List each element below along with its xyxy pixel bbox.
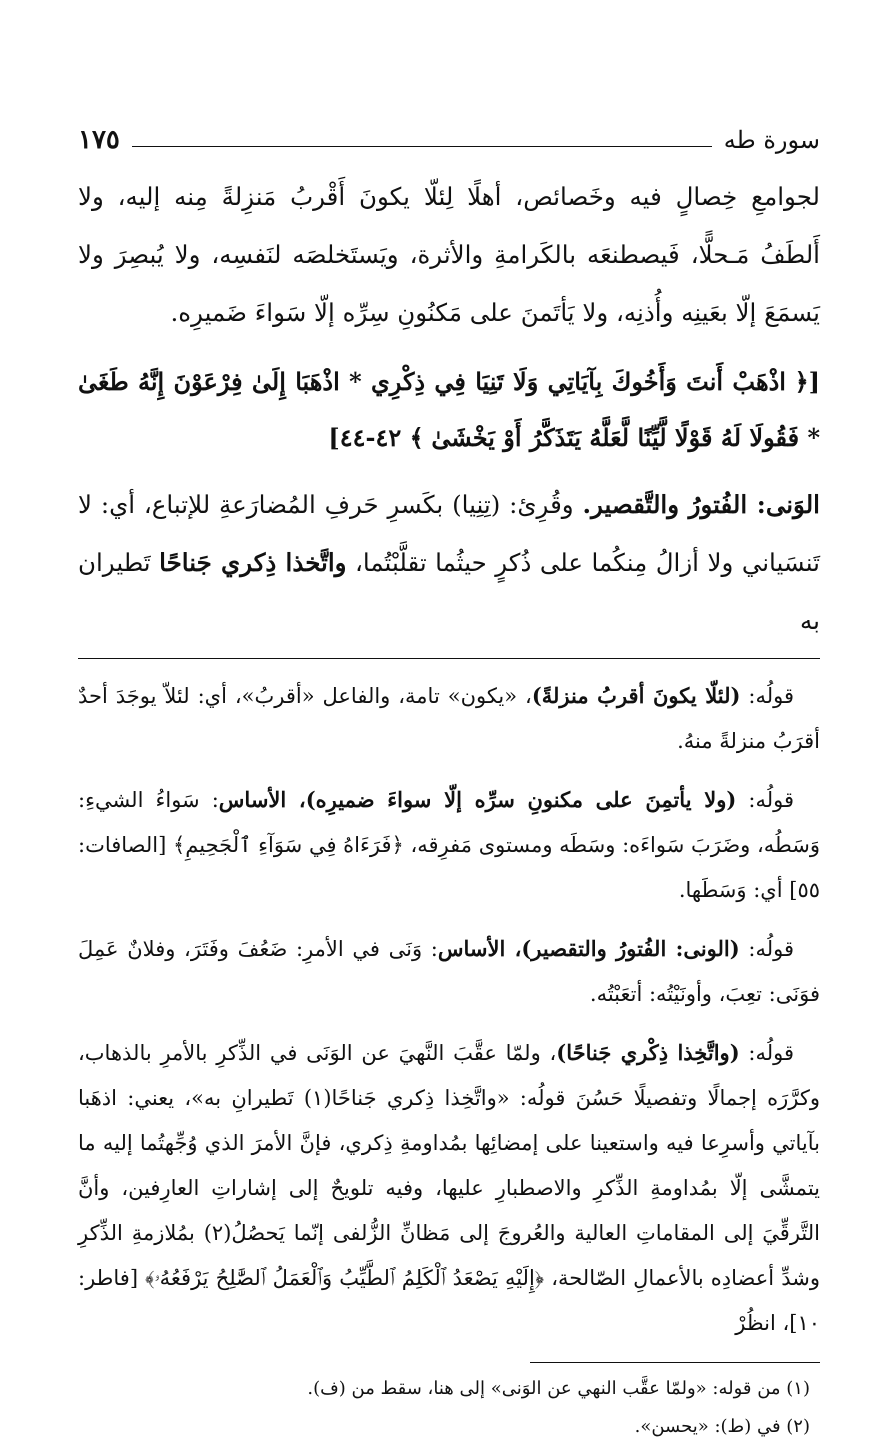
footnote-1: (١) من قوله: «ولمّا عقَّب النهي عن الوَنى» إلى هنا، سقط من (ف). [307,1378,810,1399]
note-body: : سَواءُ الشيءِ: وَسَطُه، وضَرَبَ سَواءَه: وسَطَه ومستوى مَفرِقه، ﴿فَرَءَاهُ فِي سَوَآءِ ٱلْجَحِيمِ﴾ [الصافات: ٥٥] أي: وَسَطَها. [78,788,820,902]
running-header [78,118,820,162]
verse-reference: ﴾ ٤٢-٤٤] [328,423,424,452]
commentary-divider [78,658,820,659]
footnotes [78,1373,820,1443]
verse-text: اذْهَبْ أَنتَ وَأَخُوكَ بِآيَاتِي وَلَا تَنِيَا فِي ذِكْرِي * اذْهَبَا إِلَىٰ فِرْعَوْنَ إِنَّهُ طَغَىٰ * فَقُولَا لَهُ قَوْلًا لَّيِّنًا لَّعَلَّهُ يَتَذَكَّرُ أَوْ يَخْشَىٰ [78,367,820,452]
note-intro: قولُه: [740,684,795,708]
commentary-note [78,926,820,1017]
note-intro: قولُه: [739,937,794,961]
note-body: ، «يكون» تامة، والفاعل «أقربُ»، أي: لئلاّ يوجَدَ أحدٌ أقرَبُ منزلةً منهُ. [78,684,820,753]
note-quote: (ولا يأتمِنَ على مكنونِ سرِّه إلّا سواءَ ضميرِه) [305,787,737,812]
main-text [78,168,820,650]
commentary-note [78,777,820,913]
footnote-2: (٢) في (ط): «يحسن». [634,1416,810,1437]
paragraph-2-bold: واتَّخذا ذِكري جَناحًا [159,548,347,577]
verse-open-bracket: [﴿ [794,367,820,396]
surah-title: سورة طه [723,126,820,154]
page-number: ١٧٥ [78,125,120,155]
footnote-divider [530,1362,820,1363]
note-quote: (واتَّخِذا ذِكْري جَناحًا) [556,1040,740,1065]
commentary [78,673,820,1346]
quran-verse [78,354,820,466]
main-paragraph-1: لجوامعِ خِصالٍ فيه وخَصائص، أهلًا لِئلّا يكونَ أَقْربُ مَنزِلةً مِنه إليه، ولا أَلطَفُ مَـحلًّا، فَيصطنعَه بالكَرامةِ والأثرة، ويَستَخلصَه لنَفسِه، ولا يُبصِرَ ولا يَسمَعَ إلّا بعَينِه وأُذنِه، ولا يَأتَمنَ على مَكنُونِ سِرِّه إلّا سَواءَ ضَميرِه. [78,182,820,327]
note-body: : وَنَى في الأمرِ: ضَعُفَ وفَتَرَ، وفلانٌ عَمِلَ فوَنَى: تعِبَ، وأونَيْتُه: أتعَبْتُه. [78,937,820,1006]
main-paragraph-2 [78,476,820,650]
note-quote: (لئلّا يكونَ أقربُ منزلةً) [531,683,741,708]
note-source: ، الأساس [218,787,306,812]
paragraph-2-end: تَطيران به [78,548,820,635]
note-source: ، الأساس [437,936,522,961]
header-rule [132,146,712,147]
commentary-note [78,673,820,764]
note-quote: (الونى: الفُتورُ والتقصير) [521,936,740,961]
note-body: ، ولمّا عقَّبَ النَّهيَ عن الوَنَى في الذِّكرِ بالأمرِ بالذهاب، وكرَّرَه إجمالًا وتفصيلًا حَسُنَ قولُه: «واتَّخِذا ذِكري جَناحًا(١) تَطيرانِ به»، يعني: اذهَبا بآياتي وأسرِعا فيه واستعينا على إمضائِها بمُداومةِ ذِكري، فإنَّ الأمرَ الذي وُجِّهتُما إليه ما يتمشَّى إلّا بمُداومةِ الذِّكرِ والاصطبارِ عليها، وفيه تلويحٌ إلى إشاراتِ العارِفين، وأنَّ التَّرقِّيَ إلى المقاماتِ العالية والعُروجَ إلى مَظانِّ الزُّلفى إنّما يَحصُلُ(٢) بمُلازمةِ الذِّكرِ وشدِّ أعضادِه بالأعمالِ الصّالحة، ﴿إِلَيْهِ يَصْعَدُ ٱلْكَلِمُ ٱلطَّيِّبُ وَٱلْعَمَلُ ٱلصَّٰلِحُ يَرْفَعُهُۥ﴾ [فاطر: ١٠]، انظُرْ [78,1041,820,1335]
page [78,118,820,1449]
note-intro: قولُه: [739,1041,795,1065]
commentary-note [78,1030,820,1346]
definition-lead: الوَنى: الفُتورُ والتَّقصير. [582,490,820,519]
note-intro: قولُه: [736,788,794,812]
paragraph-2-mid: وقُرِئ: (تِنِيا) بكَسرِ حَرفِ المُضارَعةِ للإتباع، أي: لا تَنسَياني ولا أزالُ مِنكُما على ذُكرٍ حيثُما تقلَّبْتُما، [78,490,820,577]
